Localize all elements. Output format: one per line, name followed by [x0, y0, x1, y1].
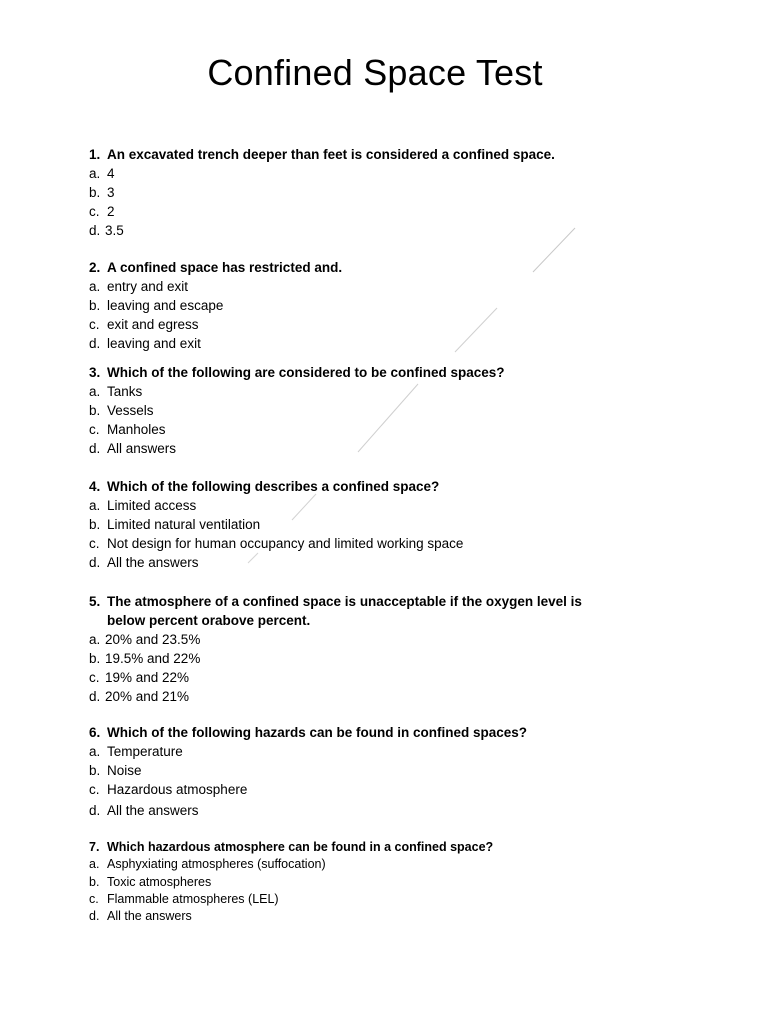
- answer-option-a: [89, 630, 589, 649]
- option-text: All the answers: [107, 909, 192, 924]
- option-text: Noise: [107, 763, 142, 778]
- answer-option-c: [89, 315, 589, 334]
- question-number: 7.: [89, 840, 100, 854]
- question-number: 6.: [89, 725, 101, 740]
- option-text: entry and exit: [107, 279, 189, 294]
- question-number: 1.: [89, 147, 101, 162]
- question-number: 4.: [89, 479, 101, 494]
- question-2: [89, 258, 589, 353]
- option-letter: d.: [89, 689, 101, 704]
- answer-option-b: [89, 761, 589, 780]
- option-letter: a.: [89, 498, 101, 513]
- option-letter: c.: [89, 422, 100, 437]
- question-5: [89, 592, 589, 706]
- answer-option-c: [89, 534, 589, 553]
- question-number: 3.: [89, 365, 101, 380]
- option-letter: d.: [89, 555, 101, 570]
- question-number: 2.: [89, 260, 101, 275]
- answer-option-b: [89, 183, 589, 202]
- option-text: 20% and 21%: [105, 689, 190, 704]
- option-letter: a.: [89, 744, 101, 759]
- question-6: [89, 723, 589, 820]
- question-heading: [89, 723, 589, 742]
- option-letter: a.: [89, 632, 101, 647]
- option-text: 20% and 23.5%: [105, 632, 201, 647]
- option-text: leaving and escape: [107, 298, 224, 313]
- question-text: Which of the following describes a confined space?: [107, 479, 440, 494]
- question-1: [89, 145, 589, 240]
- option-text: Temperature: [107, 744, 183, 759]
- answer-option-a: [89, 496, 589, 515]
- option-text: Asphyxiating atmospheres (suffocation): [107, 857, 326, 872]
- answer-option-a: [89, 164, 589, 183]
- question-text: Which of the following hazards can be found in confined spaces?: [107, 725, 528, 740]
- option-letter: d.: [89, 441, 101, 456]
- answer-option-c: [89, 420, 589, 439]
- question-heading: [89, 477, 589, 496]
- option-letter: d.: [89, 223, 101, 238]
- option-letter: c.: [89, 317, 100, 332]
- option-text: 2: [107, 204, 115, 219]
- answer-option-c: [89, 780, 589, 799]
- question-heading: [89, 839, 589, 856]
- answer-option-c: [89, 202, 589, 221]
- answer-option-b: [89, 649, 589, 668]
- option-text: Vessels: [107, 403, 154, 418]
- question-4: [89, 477, 589, 572]
- question-7: [89, 839, 589, 925]
- answer-option-c: [89, 891, 589, 908]
- option-letter: b.: [89, 185, 101, 200]
- answer-option-b: [89, 515, 589, 534]
- option-text: Toxic atmospheres: [107, 874, 212, 889]
- question-heading: [89, 258, 589, 277]
- option-letter: c.: [89, 891, 99, 906]
- answer-option-a: [89, 382, 589, 401]
- page-title: Confined Space Test: [207, 52, 543, 93]
- option-text: 3: [107, 185, 115, 200]
- answer-option-b: [89, 401, 589, 420]
- answer-option-d: [89, 221, 589, 240]
- answer-option-b: [89, 296, 589, 315]
- answer-option-d: [89, 801, 589, 820]
- answer-option-c: [89, 668, 589, 687]
- option-letter: b.: [89, 874, 100, 889]
- option-text: leaving and exit: [107, 336, 201, 351]
- option-letter: a.: [89, 857, 100, 872]
- answer-option-a: [89, 277, 589, 296]
- question-text: The atmosphere of a confined space is unacceptable if the oxygen level is below percent orabove percent.: [107, 594, 582, 628]
- option-letter: c.: [89, 670, 100, 685]
- option-letter: a.: [89, 166, 101, 181]
- option-text: All the answers: [107, 803, 199, 818]
- option-text: Not design for human occupancy and limited working space: [107, 536, 464, 551]
- option-letter: b.: [89, 763, 101, 778]
- answer-option-a: [89, 856, 589, 873]
- option-text: Manholes: [107, 422, 166, 437]
- option-text: All answers: [107, 441, 177, 456]
- question-number: 5.: [89, 594, 101, 609]
- question-text: Which of the following are considered to be confined spaces?: [107, 365, 505, 380]
- option-letter: c.: [89, 204, 100, 219]
- option-text: Limited natural ventilation: [107, 517, 261, 532]
- answer-option-a: [89, 742, 589, 761]
- option-text: 19.5% and 22%: [105, 651, 201, 666]
- question-3: [89, 363, 589, 458]
- option-text: Hazardous atmosphere: [107, 782, 248, 797]
- question-text: Which hazardous atmosphere can be found in a confined space?: [107, 840, 494, 854]
- option-text: exit and egress: [107, 317, 199, 332]
- option-text: 3.5: [105, 223, 124, 238]
- option-letter: b.: [89, 517, 101, 532]
- answer-option-b: [89, 874, 589, 891]
- option-text: Flammable atmospheres (LEL): [107, 891, 279, 906]
- option-letter: c.: [89, 782, 100, 797]
- option-text: Limited access: [107, 498, 197, 513]
- option-text: 4: [107, 166, 115, 181]
- option-letter: c.: [89, 536, 100, 551]
- option-text: Tanks: [107, 384, 143, 399]
- answer-option-d: [89, 553, 589, 572]
- option-letter: d.: [89, 909, 100, 924]
- answer-option-d: [89, 439, 589, 458]
- option-letter: b.: [89, 651, 101, 666]
- option-letter: a.: [89, 279, 101, 294]
- question-heading: [89, 145, 589, 164]
- question-text: A confined space has restricted and.: [107, 260, 343, 275]
- option-letter: b.: [89, 298, 101, 313]
- option-letter: d.: [89, 803, 101, 818]
- option-letter: a.: [89, 384, 101, 399]
- question-text: An excavated trench deeper than feet is considered a confined space.: [107, 147, 555, 162]
- answer-option-d: [89, 334, 589, 353]
- option-text: All the answers: [107, 555, 199, 570]
- question-heading: [89, 592, 589, 630]
- option-letter: d.: [89, 336, 101, 351]
- answer-option-d: [89, 687, 589, 706]
- question-heading: [89, 363, 589, 382]
- option-text: 19% and 22%: [105, 670, 190, 685]
- option-letter: b.: [89, 403, 101, 418]
- answer-option-d: [89, 908, 589, 925]
